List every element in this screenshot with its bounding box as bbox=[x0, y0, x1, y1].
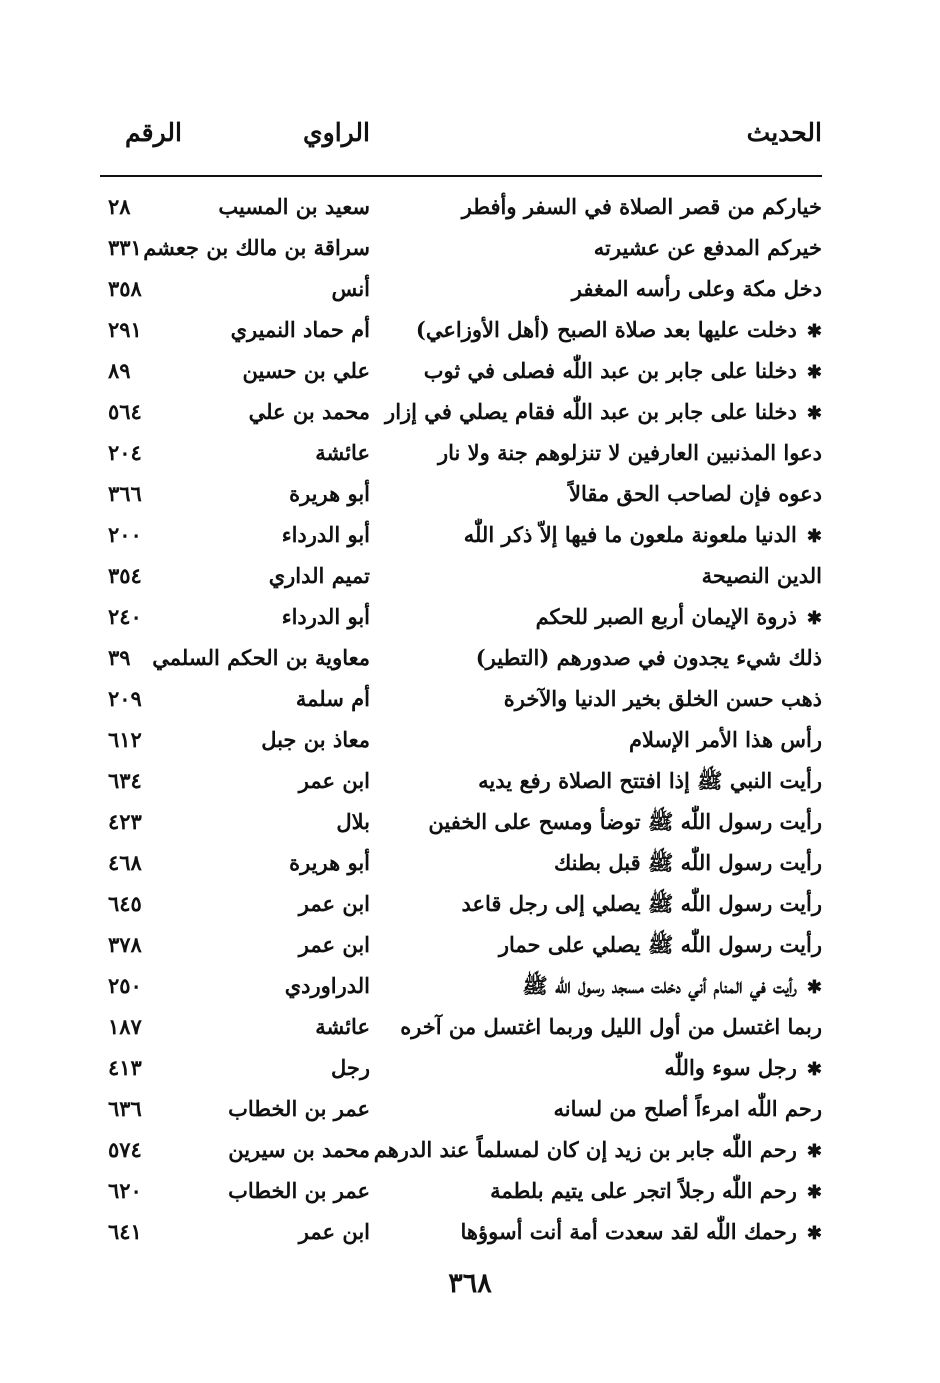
hadith-text bbox=[400, 1014, 822, 1039]
hadith-number: ٦١٢ bbox=[108, 727, 142, 752]
hadith-number: ٦٤١ bbox=[108, 1219, 142, 1244]
narrator-name: أم سلمة bbox=[295, 686, 370, 711]
hadith-text bbox=[702, 563, 822, 588]
table-row bbox=[100, 1092, 822, 1133]
hadith-number: ٨٩ bbox=[108, 358, 131, 383]
hadith-text bbox=[504, 686, 822, 711]
hadith-label: دخل مكة وعلى رأسه المغفر bbox=[571, 276, 822, 301]
hadith-label: رأس هذا الأمر الإسلام bbox=[628, 727, 822, 752]
narrator-name: سراقة بن مالك بن جعشم bbox=[143, 235, 370, 260]
table-row bbox=[100, 969, 822, 1010]
narrator-name: عمر بن الخطاب bbox=[228, 1096, 370, 1121]
hadith-number: ٣٥٤ bbox=[108, 563, 142, 588]
hadith-text bbox=[536, 604, 822, 629]
table-row bbox=[100, 928, 822, 969]
hadith-number: ٤٢٣ bbox=[108, 809, 142, 834]
hadith-label: رأيت النبي ﷺ إذا افتتح الصلاة رفع يديه bbox=[478, 768, 822, 793]
hadith-text bbox=[464, 522, 822, 547]
hadith-text bbox=[461, 891, 822, 922]
asterisk-icon: ✱ bbox=[806, 1141, 822, 1162]
table-row bbox=[100, 1010, 822, 1051]
header-divider bbox=[100, 175, 822, 177]
narrator-name: عمر بن الخطاب bbox=[228, 1178, 370, 1203]
hadith-text bbox=[385, 399, 822, 424]
header-hadith: الحديث bbox=[746, 118, 822, 147]
hadith-number: ٢٠٠ bbox=[108, 522, 142, 547]
hadith-label: دخلت عليها بعد صلاة الصبح (أهل الأوزاعي) bbox=[415, 317, 797, 342]
hadith-label: رحم اللّٰه امرءاً أصلح من لسانه bbox=[553, 1096, 822, 1121]
hadith-label: رحم اللّٰه رجلاً اتجر على يتيم بلطمة bbox=[490, 1178, 797, 1203]
hadith-number: ٦٤٥ bbox=[108, 891, 142, 916]
hadith-number: ٣٦٦ bbox=[108, 481, 142, 506]
asterisk-icon: ✱ bbox=[806, 403, 822, 424]
table-row bbox=[100, 559, 822, 600]
hadith-text bbox=[629, 727, 822, 752]
hadith-number: ٣٩ bbox=[108, 645, 131, 670]
hadith-number: ٥٧٤ bbox=[108, 1137, 142, 1162]
hadith-label: ذروة الإيمان أربع الصبر للحكم bbox=[535, 604, 797, 629]
hadith-number: ٢٥٠ bbox=[108, 973, 142, 998]
hadith-number: ٢٤٠ bbox=[108, 604, 142, 629]
hadith-text bbox=[554, 850, 822, 881]
hadith-number: ٣٥٨ bbox=[108, 276, 142, 301]
narrator-name: الدراوردي bbox=[284, 973, 370, 998]
hadith-text bbox=[572, 276, 822, 301]
narrator-name: ابن عمر bbox=[298, 891, 370, 916]
hadith-label: رأيت في المنام أني دخلت مسجد رسول اللّٰه ﷺ bbox=[522, 973, 797, 998]
narrator-name: أبو هريرة bbox=[289, 481, 370, 506]
hadith-label: الدين النصيحة bbox=[701, 563, 822, 588]
hadith-label: رحمك اللّٰه لقد سعدت أمة أنت أسوؤها bbox=[460, 1219, 797, 1244]
narrator-name: محمد بن علي bbox=[248, 399, 370, 424]
narrator-name: محمد بن سيرين bbox=[228, 1137, 370, 1162]
narrator-name: أبو الدرداء bbox=[281, 522, 370, 547]
hadith-text bbox=[569, 481, 822, 506]
narrator-name: ابن عمر bbox=[298, 932, 370, 957]
table-row bbox=[100, 682, 822, 723]
hadith-text bbox=[461, 1219, 822, 1244]
table-row bbox=[100, 190, 822, 231]
hadith-text bbox=[416, 317, 822, 342]
hadith-number: ٤٦٨ bbox=[108, 850, 142, 875]
table-row bbox=[100, 805, 822, 846]
asterisk-icon: ✱ bbox=[806, 977, 822, 998]
asterisk-icon: ✱ bbox=[806, 321, 822, 342]
hadith-text bbox=[522, 973, 822, 1004]
hadith-number: ٢٨ bbox=[108, 194, 131, 219]
hadith-text bbox=[490, 1178, 822, 1203]
table-header bbox=[100, 118, 822, 158]
asterisk-icon: ✱ bbox=[806, 362, 822, 383]
narrator-name: معاذ بن جبل bbox=[261, 727, 370, 752]
hadith-label: رأيت رسول اللّٰه ﷺ يصلي على حمار bbox=[498, 932, 822, 957]
hadith-number: ٢٠٤ bbox=[108, 440, 142, 465]
asterisk-icon: ✱ bbox=[806, 608, 822, 629]
asterisk-icon: ✱ bbox=[806, 1182, 822, 1203]
hadith-number: ٥٦٤ bbox=[108, 399, 142, 424]
table-row bbox=[100, 354, 822, 395]
hadith-label: دخلنا على جابر بن عبد اللّٰه فقام يصلي في إزار bbox=[385, 399, 797, 424]
hadith-text bbox=[428, 809, 822, 840]
table-row bbox=[100, 1133, 822, 1174]
narrator-name: ابن عمر bbox=[298, 768, 370, 793]
table-row bbox=[100, 600, 822, 641]
hadith-text bbox=[476, 645, 822, 670]
hadith-text bbox=[374, 1137, 822, 1162]
hadith-text bbox=[553, 1096, 822, 1121]
table-row bbox=[100, 477, 822, 518]
hadith-number: ٣٣١ bbox=[108, 235, 142, 260]
hadith-text bbox=[478, 768, 822, 799]
narrator-name: أم حماد النميري bbox=[230, 317, 370, 342]
table-row bbox=[100, 1174, 822, 1215]
table-row bbox=[100, 641, 822, 682]
table-row bbox=[100, 518, 822, 559]
narrator-name: سعيد بن المسيب bbox=[218, 194, 370, 219]
hadith-text bbox=[499, 932, 822, 963]
hadith-label: الدنيا ملعونة ملعون ما فيها إلاّ ذكر اللّٰه bbox=[463, 522, 797, 547]
hadith-number: ٣٧٨ bbox=[108, 932, 142, 957]
hadith-text bbox=[594, 235, 822, 260]
asterisk-icon: ✱ bbox=[806, 1059, 822, 1080]
hadith-label: ذهب حسن الخلق بخير الدنيا والآخرة bbox=[503, 686, 822, 711]
hadith-label: دعوه فإن لصاحب الحق مقالاً bbox=[569, 481, 822, 506]
narrator-name: تميم الداري bbox=[268, 563, 370, 588]
hadith-number: ٤١٣ bbox=[108, 1055, 142, 1080]
narrator-name: أنس bbox=[331, 276, 370, 301]
narrator-name: عائشة bbox=[315, 440, 370, 465]
hadith-number: ٦٣٤ bbox=[108, 768, 142, 793]
table-row bbox=[100, 887, 822, 928]
hadith-label: خياركم من قصر الصلاة في السفر وأفطر bbox=[461, 194, 822, 219]
narrator-name: معاوية بن الحكم السلمي bbox=[152, 645, 370, 670]
hadith-number: ١٨٧ bbox=[108, 1014, 142, 1039]
narrator-name: عائشة bbox=[315, 1014, 370, 1039]
table-row bbox=[100, 846, 822, 887]
hadith-label: ذلك شيء يجدون في صدورهم (التطير) bbox=[475, 645, 822, 670]
hadith-label: رأيت رسول اللّٰه ﷺ يصلي إلى رجل قاعد bbox=[461, 891, 822, 916]
table-row bbox=[100, 723, 822, 764]
hadith-index-list bbox=[100, 190, 822, 1256]
hadith-number: ٢٠٩ bbox=[108, 686, 142, 711]
hadith-label: خيركم المدفع عن عشيرته bbox=[593, 235, 822, 260]
hadith-number: ٦٢٠ bbox=[108, 1178, 142, 1203]
hadith-text bbox=[664, 1055, 822, 1080]
narrator-name: أبو الدرداء bbox=[281, 604, 370, 629]
table-row bbox=[100, 1051, 822, 1092]
hadith-text bbox=[462, 194, 822, 219]
header-number: الرقم bbox=[125, 118, 182, 147]
hadith-label: ربما اغتسل من أول الليل وربما اغتسل من آخره bbox=[400, 1014, 822, 1039]
hadith-label: دعوا المذنبين العارفين لا تنزلوهم جنة ولا نار bbox=[437, 440, 822, 465]
narrator-name: بلال bbox=[336, 809, 370, 834]
table-row bbox=[100, 764, 822, 805]
hadith-text bbox=[438, 440, 822, 465]
table-row bbox=[100, 1215, 822, 1256]
narrator-name: رجل bbox=[330, 1055, 370, 1080]
table-row bbox=[100, 231, 822, 272]
hadith-label: رحم اللّٰه جابر بن زيد إن كان لمسلماً عند الدرهم bbox=[373, 1137, 797, 1162]
hadith-number: ٦٣٦ bbox=[108, 1096, 142, 1121]
table-row bbox=[100, 395, 822, 436]
table-row bbox=[100, 436, 822, 477]
narrator-name: أبو هريرة bbox=[289, 850, 370, 875]
asterisk-icon: ✱ bbox=[806, 1223, 822, 1244]
hadith-label: رأيت رسول اللّٰه ﷺ توضأ ومسح على الخفين bbox=[428, 809, 822, 834]
hadith-label: رأيت رسول اللّٰه ﷺ قبل بطنك bbox=[553, 850, 822, 875]
table-row bbox=[100, 313, 822, 354]
hadith-label: رجل سوء واللّٰه bbox=[664, 1055, 797, 1080]
page-number: ٣٦٨ bbox=[448, 1268, 492, 1299]
table-row bbox=[100, 272, 822, 313]
narrator-name: ابن عمر bbox=[298, 1219, 370, 1244]
asterisk-icon: ✱ bbox=[806, 526, 822, 547]
hadith-number: ٢٩١ bbox=[108, 317, 142, 342]
hadith-label: دخلنا على جابر بن عبد اللّٰه فصلى في ثوب bbox=[423, 358, 797, 383]
header-narrator: الراوي bbox=[303, 118, 370, 147]
narrator-name: علي بن حسين bbox=[242, 358, 370, 383]
hadith-text bbox=[424, 358, 822, 383]
